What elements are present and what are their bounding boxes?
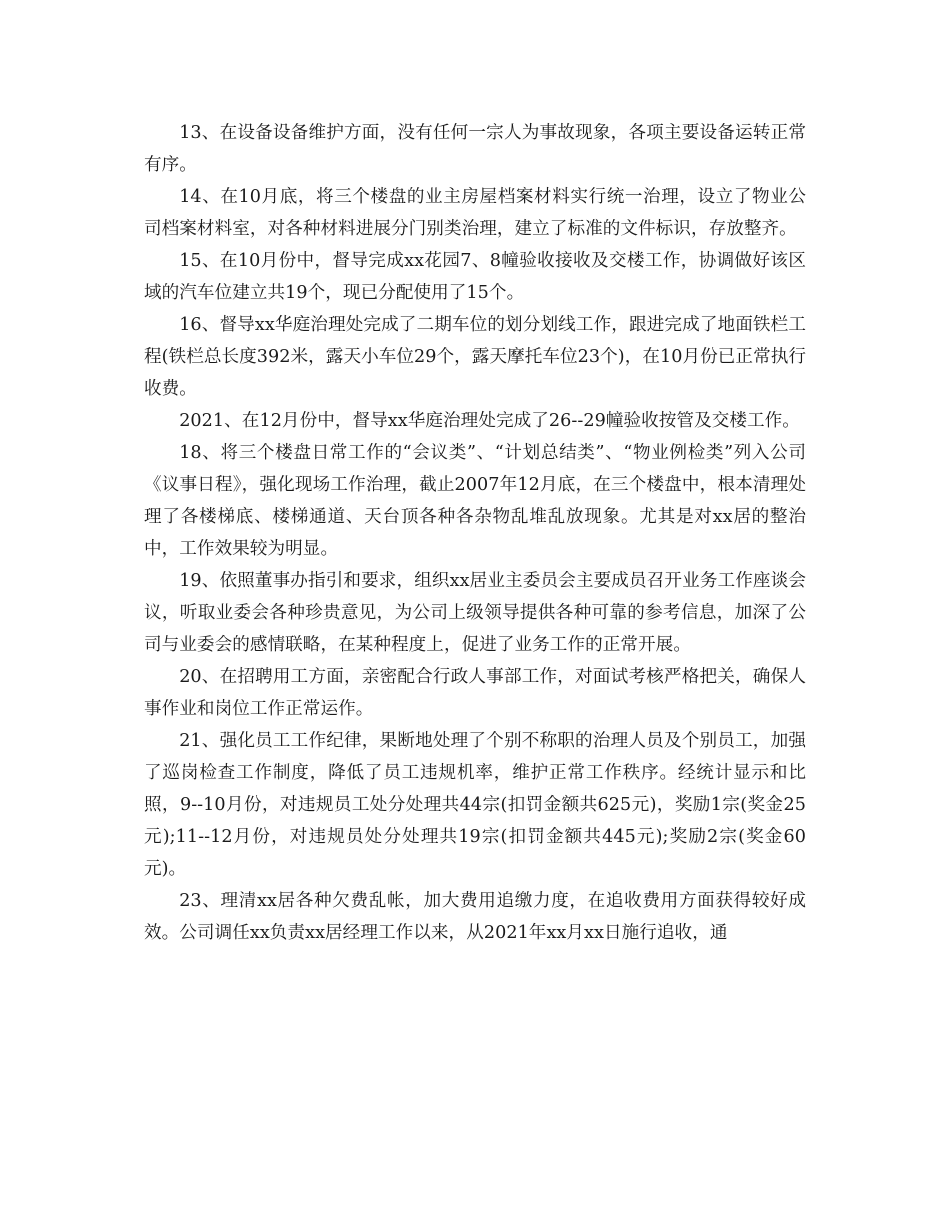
paragraph-2021: 2021、在12月份中，督导xx华庭治理处完成了26--29幢验收按管及交楼工作。 [179,411,800,431]
paragraph-13: 13、在设备设备维护方面，没有任何一宗人为事故现象，各项主要设备运转正常有序。 [144,123,806,175]
paragraph-15: 15、在10月份中，督导完成xx花园7、8幢验收接收及交楼工作，协调做好该区域的汽车位建立共19个，现已分配使用了15个。 [144,251,806,303]
paragraph-16: 16、督导xx华庭治理处完成了二期车位的划分划线工作，跟进完成了地面铁栏工程(铁栏总长度392米，露天小车位29个，露天摩托车位23个)，在10月份已正常执行收费。 [144,315,806,399]
document-body [144,117,806,949]
paragraph-18: 18、将三个楼盘日常工作的“会议类”、“计划总结类”、“物业例检类”列入公司《议事日程》，强化现场工作治理，截止2007年12月底，在三个楼盘中，根本清理处理了各楼梯底、楼梯通道、天台顶各种各杂物乱堆乱放现象。尤其是对xx居的整治中，工作效果较为明显。 [144,443,806,559]
paragraph-14: 14、在10月底，将三个楼盘的业主房屋档案材料实行统一治理，设立了物业公司档案材料室，对各种材料进展分门别类治理，建立了标准的文件标识，存放整齐。 [144,187,806,239]
paragraph-21: 21、强化员工工作纪律，果断地处理了个别不称职的治理人员及个别员工，加强了巡岗检查工作制度，降低了员工违规机率，维护正常工作秩序。经统计显示和比照，9--10月份，对违规员工处分处理共44宗(扣罚金额共625元)，奖励1宗(奖金25元);11--12月份，对违规员处分处理共19宗(扣罚金额共445元);奖励2宗(奖金60元)。 [144,731,806,879]
paragraph-20: 20、在招聘用工方面，亲密配合行政人事部工作，对面试考核严格把关，确保人事作业和岗位工作正常运作。 [144,667,806,719]
paragraph-23: 23、理清xx居各种欠费乱帐，加大费用追缴力度，在追收费用方面获得较好成效。公司调任xx负责xx居经理工作以来，从2021年xx月xx日施行追收，通 [144,891,806,943]
paragraph-19: 19、依照董事办指引和要求，组织xx居业主委员会主要成员召开业务工作座谈会议，听取业委会各种珍贵意见，为公司上级领导提供各种可靠的参考信息，加深了公司与业委会的感情联略，在某种程度上，促进了业务工作的正常开展。 [144,571,806,655]
